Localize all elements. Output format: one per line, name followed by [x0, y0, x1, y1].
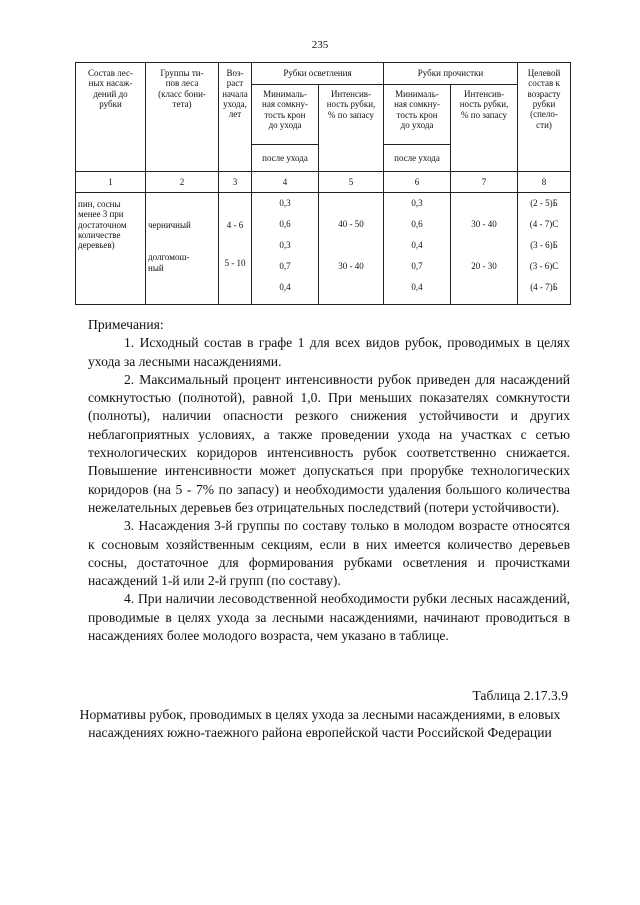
norms-table	[75, 62, 571, 305]
cleaning-closure-value: 0,7	[411, 261, 423, 271]
note-item: 4. При наличии лесоводственной необходимости рубки лесных насаждений, проводимые в целях ухода за лесными насаждениями, начинают проводиться в насаждениях более молодого возраста, чем указано в таблице.	[88, 591, 570, 644]
age-long-moss: 5 - 10	[224, 258, 246, 269]
header-groups: Группы ти- пов леса (класс бони- тета)	[146, 63, 219, 172]
header-cleaning: Рубки прочистки	[384, 63, 518, 85]
clearing-closure-value: 0,7	[279, 261, 291, 271]
cleaning-intensity-blueberry: 30 - 40	[471, 219, 497, 229]
clearing-intensity-long-moss: 30 - 40	[338, 261, 364, 271]
header-intensity-2: Интенсив- ность рубки, % по запасу	[451, 85, 518, 172]
col-number: 7	[451, 172, 518, 193]
cleaning-closure-value: 0,3	[411, 198, 423, 208]
notes-section	[88, 316, 570, 645]
header-target: Целевой состав к возрасту рубки (спело- сти)	[518, 63, 571, 172]
header-intensity: Интенсив- ность рубки, % по запасу	[319, 85, 384, 172]
col-number: 6	[384, 172, 451, 193]
clearing-intensity-cell	[319, 193, 384, 305]
composition-cell: пин, сосны менее 3 при достаточном количестве деревьев)	[76, 193, 146, 305]
clearing-closure-value: 0,4	[279, 282, 291, 292]
age-cell	[219, 193, 252, 305]
target-value: (2 - 5)Б	[530, 198, 558, 208]
header-composition: Состав лес- ных насаж- дений до рубки	[76, 63, 146, 172]
note-item: 3. Насаждения 3-й группы по составу только в молодом возрасте относятся к сосновым хозяйственным секциям, если в них имеется количество деревьев сосны, достаточное для формирования рубками осветления и прочистками насаждений 1-й или 2-й групп (по составу).	[88, 518, 570, 589]
header-clearing: Рубки осветления	[252, 63, 384, 85]
header-min-closure-2: Минималь- ная сомкну- тость крон до ухода	[384, 85, 451, 145]
col-number: 2	[146, 172, 219, 193]
cleaning-closure-cell	[384, 193, 451, 305]
clearing-closure-value: 0,3	[279, 240, 291, 250]
col-number: 3	[219, 172, 252, 193]
col-number: 1	[76, 172, 146, 193]
cleaning-intensity-long-moss: 20 - 30	[471, 261, 497, 271]
target-value: (4 - 7)С	[529, 219, 559, 229]
target-cell	[518, 193, 571, 305]
cleaning-closure-value: 0,4	[411, 282, 423, 292]
col-number: 8	[518, 172, 571, 193]
header-age: Воз- раст начала ухода, лет	[219, 63, 252, 172]
cleaning-closure-value: 0,6	[411, 219, 423, 229]
next-table-title: Нормативы рубок, проводимых в целях ухода за лесными насаждениями, в еловых насаждениях южно-таежного района европейской части Российской Федерации	[79, 707, 561, 740]
note-item: 2. Максимальный процент интенсивности рубок приведен для насаждений сомкнутостью (полнотой), равной 1,0. При меньших показателях сомкнутости (полноты), наличии опасности резкого снижения устойчивости и других неблагоприятных условиях, а также проведении ухода на участках с сетью технологических коридоров интенсивность рубок соответственно снижается. Повышение интенсивности может допускаться при прорубке технологических коридоров (на 5 - 7% по запасу) и необходимости удаления большого количества нежелательных деревьев без отрицательных последствий (потери устойчивости).	[88, 371, 570, 515]
clearing-intensity-blueberry: 40 - 50	[338, 219, 364, 229]
target-value: (4 - 7)Б	[530, 282, 558, 292]
header-min-closure: Минималь- ная сомкну- тость крон до ухода	[252, 85, 319, 145]
note-item: 1. Исходный состав в графе 1 для всех видов рубок, проводимых в целях ухода за лесными насаждениями.	[88, 335, 570, 369]
col-number: 5	[319, 172, 384, 193]
clearing-closure-cell	[252, 193, 319, 305]
clearing-closure-value: 0,3	[279, 198, 291, 208]
header-after-care: после ухода	[252, 145, 319, 172]
clearing-closure-value: 0,6	[279, 219, 291, 229]
page-number: 235	[311, 39, 329, 51]
cleaning-closure-value: 0,4	[411, 240, 423, 250]
group-long-moss: долгомош- ный	[148, 252, 190, 273]
target-value: (3 - 6)С	[529, 261, 559, 271]
header-after-care-2: после ухода	[384, 145, 451, 172]
col-number: 4	[252, 172, 319, 193]
notes-heading: Примечания:	[88, 317, 164, 332]
groups-cell	[146, 193, 219, 305]
age-blueberry: 4 - 6	[226, 220, 244, 230]
target-value: (3 - 6)Б	[530, 240, 558, 250]
next-table-label: Таблица 2.17.3.9	[472, 688, 568, 703]
group-blueberry: черничный	[148, 220, 191, 230]
cleaning-intensity-cell	[451, 193, 518, 305]
